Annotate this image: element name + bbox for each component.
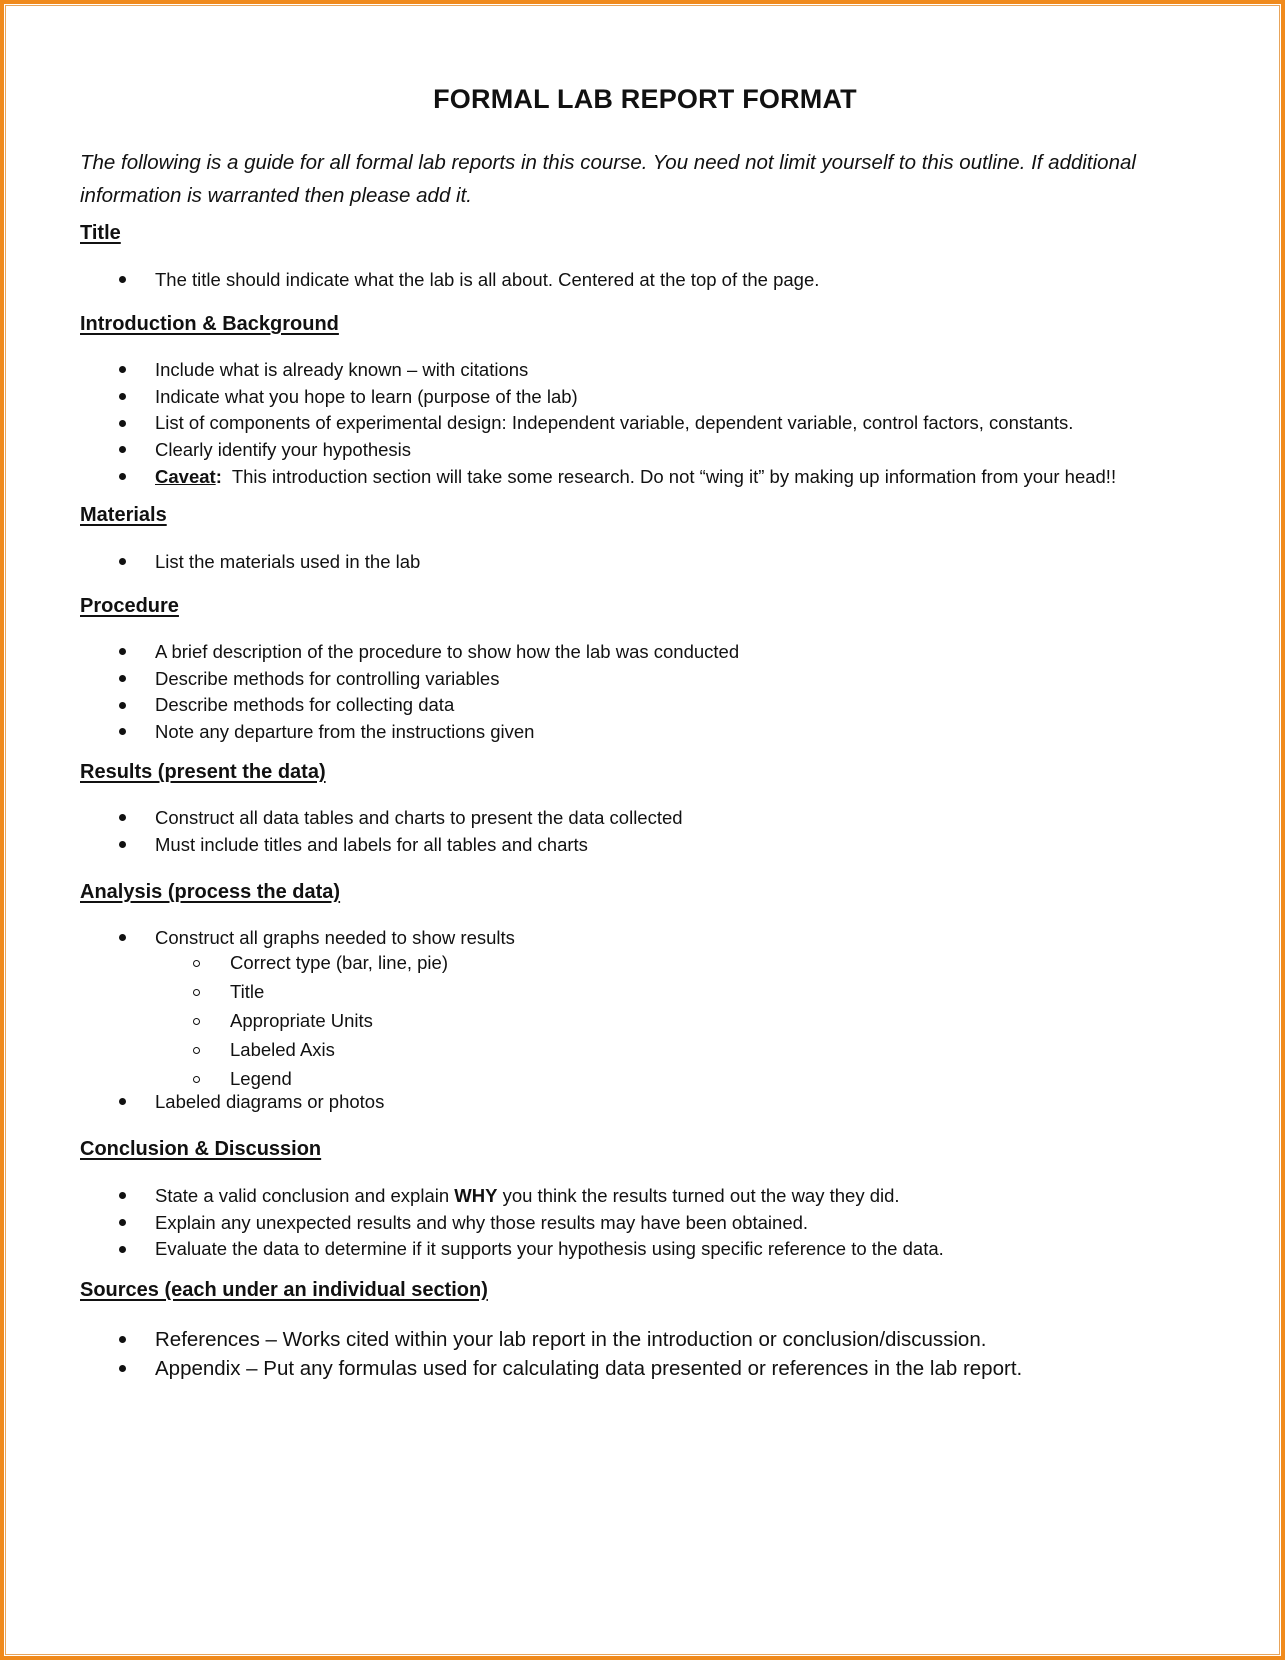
bullet-icon: [119, 393, 126, 400]
list-item: State a valid conclusion and explain WHY you think the results turned out the way they did.: [80, 1183, 944, 1210]
list-item: Evaluate the data to determine if it supports your hypothesis using specific reference to the data.: [80, 1236, 944, 1263]
list-item: Must include titles and labels for all tables and charts: [80, 832, 683, 859]
results-list: [80, 805, 683, 858]
bullet-icon: [119, 702, 126, 709]
heading-materials: Materials: [80, 504, 167, 526]
heading-introduction: Introduction & Background: [80, 313, 339, 335]
bullet-icon: [119, 1219, 126, 1226]
list-item: Include what is already known – with citations: [80, 357, 1116, 384]
document-title: FORMAL LAB REPORT FORMAT: [433, 84, 857, 114]
circle-bullet-icon: [193, 960, 200, 967]
list-item: Explain any unexpected results and why those results may have been obtained.: [80, 1210, 944, 1237]
sub-list-item: Title: [80, 977, 448, 1006]
heading-title: Title: [80, 222, 121, 244]
list-item: Describe methods for collecting data: [80, 692, 739, 719]
caveat-text: This introduction section will take some research. Do not “wing it” by making up information from your head!!: [231, 465, 1117, 487]
intro-paragraph: The following is a guide for all formal lab reports in this course. You need not limit yourself to this outline. If additional information is warranted then please add it.: [80, 151, 1136, 207]
sub-list-item: Correct type (bar, line, pie): [80, 948, 448, 977]
list-item: Construct all graphs needed to show results: [80, 925, 515, 952]
conclusion-list: [80, 1183, 944, 1263]
list-item: List the materials used in the lab: [80, 549, 420, 576]
emphasis-why: WHY: [454, 1185, 498, 1206]
bullet-icon: [119, 675, 126, 682]
bullet-icon: [119, 276, 126, 283]
sub-list-item: Labeled Axis: [80, 1035, 448, 1064]
bullet-icon: [119, 420, 126, 427]
bullet-icon: [119, 648, 126, 655]
circle-bullet-icon: [193, 1018, 200, 1025]
bullet-icon: [119, 1098, 126, 1105]
list-item: Describe methods for controlling variables: [80, 666, 739, 693]
bullet-icon: [119, 1365, 126, 1372]
title-list: [80, 267, 819, 294]
bullet-icon: [119, 558, 126, 565]
bullet-icon: [119, 841, 126, 848]
list-item: Clearly identify your hypothesis: [80, 437, 1116, 464]
caveat-item: Caveat: This introduction section will take some research. Do not “wing it” by making up information from your head!!: [80, 464, 1116, 491]
bullet-icon: [119, 1192, 126, 1199]
circle-bullet-icon: [193, 1047, 200, 1054]
bullet-icon: [119, 366, 126, 373]
analysis-sublist: [80, 948, 448, 1093]
list-item: Note any departure from the instructions given: [80, 719, 739, 746]
heading-procedure: Procedure: [80, 595, 179, 617]
bullet-icon: [119, 1336, 126, 1343]
list-item: List of components of experimental design: Independent variable, dependent variable, control factors, constants.: [80, 410, 1116, 437]
bullet-icon: [119, 814, 126, 821]
list-item: The title should indicate what the lab is all about. Centered at the top of the page.: [80, 267, 819, 294]
sub-list-item: Legend: [80, 1064, 448, 1093]
sub-list-item: Appropriate Units: [80, 1006, 448, 1035]
caveat-label: Caveat: [155, 465, 216, 487]
materials-list: [80, 549, 420, 576]
list-item: Construct all data tables and charts to present the data collected: [80, 805, 683, 832]
circle-bullet-icon: [193, 1076, 200, 1083]
bullet-icon: [119, 728, 126, 735]
procedure-list: [80, 639, 739, 746]
list-item: Appendix – Put any formulas used for calculating data presented or references in the lab report.: [80, 1354, 1022, 1383]
introduction-list: [80, 357, 1116, 490]
heading-analysis: Analysis (process the data): [80, 881, 341, 903]
heading-conclusion: Conclusion & Discussion: [80, 1138, 322, 1160]
list-item: References – Works cited within your lab report in the introduction or conclusion/discussion.: [80, 1325, 1022, 1354]
sources-list: [80, 1325, 1022, 1383]
bullet-icon: [119, 446, 126, 453]
list-item: Labeled diagrams or photos: [80, 1089, 384, 1116]
bullet-icon: [119, 934, 126, 941]
list-item: A brief description of the procedure to show how the lab was conducted: [80, 639, 739, 666]
analysis-list-after: [80, 1089, 384, 1116]
heading-sources: Sources (each under an individual section): [80, 1279, 488, 1301]
bullet-icon: [119, 473, 126, 480]
circle-bullet-icon: [193, 989, 200, 996]
list-item: Indicate what you hope to learn (purpose of the lab): [80, 384, 1116, 411]
heading-results: Results (present the data): [80, 761, 326, 783]
bullet-icon: [119, 1246, 126, 1253]
